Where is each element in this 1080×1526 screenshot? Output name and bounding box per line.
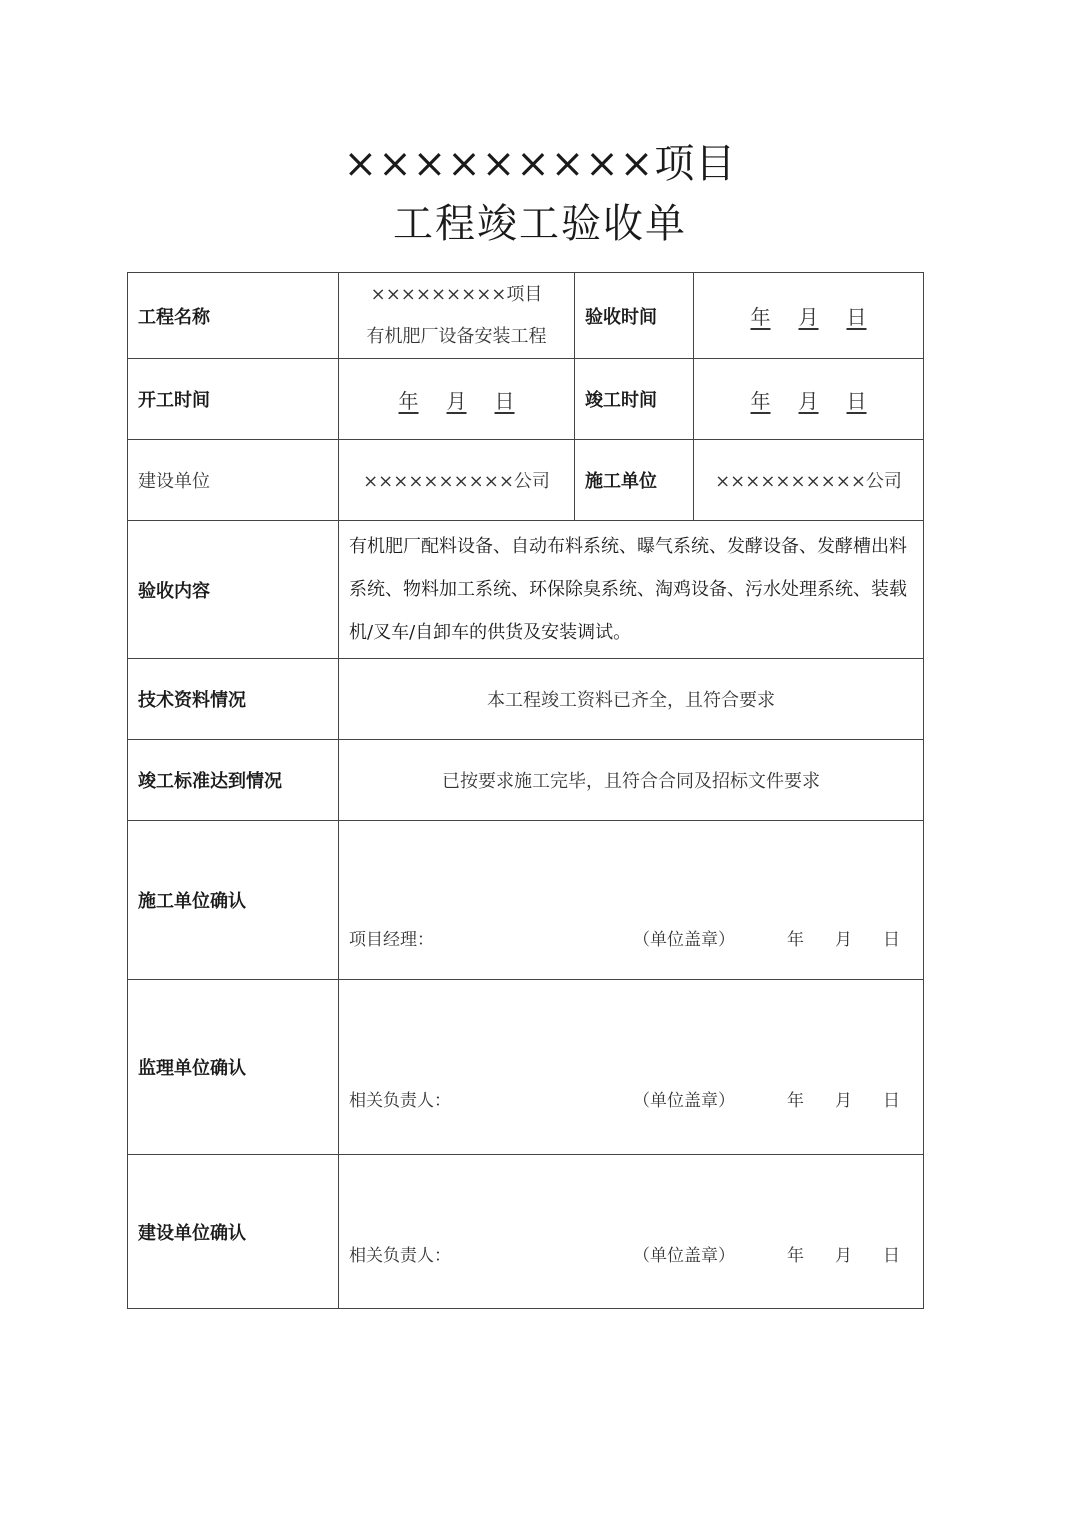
standard-label: 竣工标准达到情况 <box>128 740 339 821</box>
owner-unit-label: 建设单位 <box>128 440 339 521</box>
contractor-confirm-area <box>339 821 924 980</box>
finish-time-value <box>694 359 924 440</box>
document-title-line2: 工程竣工验收单 <box>393 201 687 247</box>
finish-time-year: 年 <box>750 388 771 413</box>
owner-seal-label: （单位盖章） <box>633 1246 735 1266</box>
accept-time-month: 月 <box>798 305 819 329</box>
supervisor-seal-label: （单位盖章） <box>633 1091 735 1111</box>
supervisor-confirm-label: 监理单位确认 <box>128 980 339 1155</box>
contractor-month-label: 月 <box>835 930 852 950</box>
acceptance-form-table <box>127 272 924 1309</box>
standard-value: 已按要求施工完毕，且符合合同及招标文件要求 <box>339 740 924 821</box>
row-standard <box>128 740 924 821</box>
project-name-label: 工程名称 <box>128 273 339 359</box>
start-time-day: 日 <box>494 388 515 413</box>
accept-time-value <box>694 273 924 359</box>
owner-signer-label: 相关负责人： <box>349 1246 451 1266</box>
supervisor-year-label: 年 <box>787 1091 804 1111</box>
start-time-year: 年 <box>398 388 419 413</box>
content-value: 有机肥厂配料设备、自动布料系统、曝气系统、发酵设备、发酵槽出料系统、物料加工系统、环保除臭系统、淘鸡设备、污水处理系统、装载机/叉车/自卸车的供货及安装调试。 <box>339 521 924 659</box>
row-contractor-confirm <box>128 821 924 980</box>
owner-confirm-area <box>339 1155 924 1309</box>
contractor-confirm-label: 施工单位确认 <box>128 821 339 980</box>
supervisor-signer-label: 相关负责人： <box>349 1091 451 1111</box>
owner-day-label: 日 <box>883 1246 900 1266</box>
finish-time-day: 日 <box>846 388 867 413</box>
tech-docs-value: 本工程竣工资料已齐全，且符合要求 <box>339 659 924 740</box>
finish-time-month: 月 <box>798 388 819 413</box>
project-name-line2: 有机肥厂设备安装工程 <box>366 325 547 347</box>
project-name-value <box>339 273 575 359</box>
row-start-finish-time <box>128 359 924 440</box>
owner-month-label: 月 <box>835 1246 852 1266</box>
document-title-line1: ×××××××××项目 <box>343 141 737 187</box>
accept-time-year: 年 <box>750 305 771 329</box>
contractor-day-label: 日 <box>883 930 900 950</box>
contractor-year-label: 年 <box>787 930 804 950</box>
accept-time-label: 验收时间 <box>575 273 694 359</box>
start-time-month: 月 <box>446 388 467 413</box>
row-tech-docs <box>128 659 924 740</box>
accept-time-day: 日 <box>846 305 867 329</box>
contractor-unit-value: ××××××××××公司 <box>694 440 924 521</box>
row-units <box>128 440 924 521</box>
contractor-seal-label: （单位盖章） <box>633 930 735 950</box>
supervisor-confirm-area <box>339 980 924 1155</box>
contractor-signer-label: 项目经理： <box>349 930 434 950</box>
project-name-line1: ×××××××××项目 <box>370 283 543 305</box>
row-content <box>128 521 924 659</box>
finish-time-label: 竣工时间 <box>575 359 694 440</box>
supervisor-day-label: 日 <box>883 1091 900 1111</box>
contractor-unit-label: 施工单位 <box>575 440 694 521</box>
owner-year-label: 年 <box>787 1246 804 1266</box>
owner-unit-value: ××××××××××公司 <box>339 440 575 521</box>
tech-docs-label: 技术资料情况 <box>128 659 339 740</box>
row-project-name <box>128 273 924 359</box>
supervisor-month-label: 月 <box>835 1091 852 1111</box>
row-owner-confirm <box>128 1155 924 1309</box>
start-time-label: 开工时间 <box>128 359 339 440</box>
content-label: 验收内容 <box>128 521 339 659</box>
owner-confirm-label: 建设单位确认 <box>128 1155 339 1309</box>
row-supervisor-confirm <box>128 980 924 1155</box>
start-time-value <box>339 359 575 440</box>
